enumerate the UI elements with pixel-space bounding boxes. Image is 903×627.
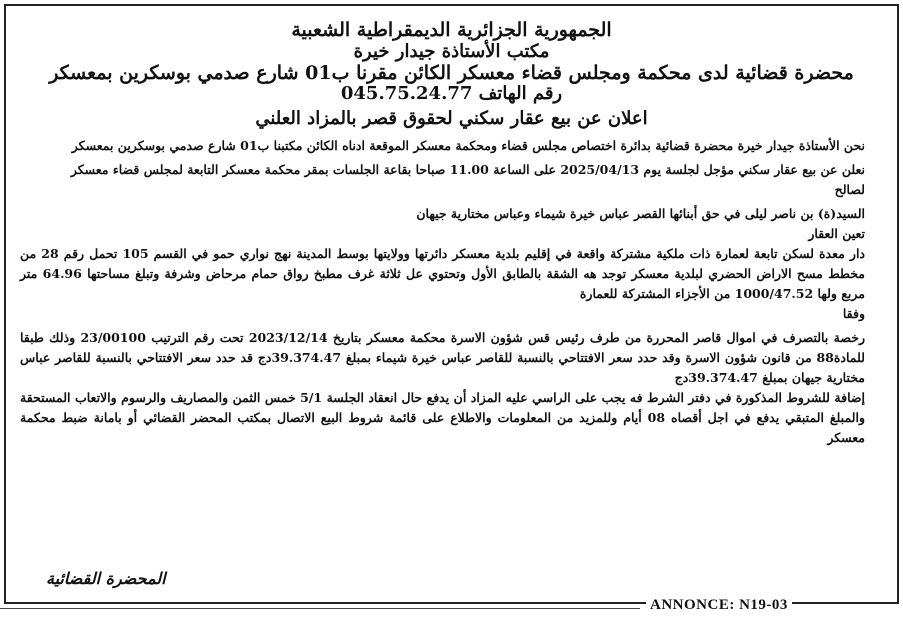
- for-label: لصالح: [834, 181, 865, 197]
- footer-rule: [0, 608, 640, 609]
- signature-label: المحضرة القضائية: [46, 569, 166, 588]
- republic-heading: الجمهورية الجزائرية الديمقراطية الشعبية: [291, 19, 612, 41]
- office-heading: مكتب الأستاذة جيدار خيرة: [353, 40, 550, 62]
- permit-paragraph: رخصة بالتصرف في اموال قاصر المحررة من طرف رئيس قس شؤون الاسرة محكمة معسكر بتاريخ 2023/12/14 تحت رقم الترتيب 23/00100 وذلك طبقا للمادة88 من قانون شؤون الاسرة وقد حدد سعر الافتتاحي بالنسبة للقاصر عباس خيرة شيماء بمبلغ 39.374.47دج قد حدد سعر الافتتاحي بالنسبة للقاصر عباس مختارية جيهان بمبلغ 39.374.47دج: [20, 329, 865, 385]
- property-label: تعين العقار: [808, 225, 865, 241]
- announcement-title: اعلان عن بيع عقار سكني لحقوق قصر بالمزاد العلني: [255, 108, 648, 130]
- intro-paragraph: نحن الأستاذة جيدار خيرة محضرة قضائية بدائرة اختصاص مجلس قضاء ومحكمة معسكر الموقعة ادناه الكائن مكتبنا ب01 شارع صدمي بوسكرين بمعسكر: [71, 137, 865, 153]
- announcement-page: [4, 4, 899, 604]
- conditions-paragraph: إضافة للشروط المذكورة في دفتر الشرط فه يجب على الراسي عليه المزاد أن يدفع حال انعقاد الجلسة 5/1 خمس الثمن والمصاريف والرسوم والاتعاب المستحقة والمبلغ المتبقي يدفع في اجل أقصاه 08 أيام وللمزيد من المعلومات والاطلاع على قائمة شروط البيع الاتصال بمكتب المحضر القضائي أو بامانة ضبط محكمة معسكر: [20, 389, 865, 445]
- announcement-body: [6, 130, 897, 448]
- sale-notice-paragraph: نعلن عن بيع عقار سكني مؤجل لجلسة يوم 2025/04/13 على الساعة 11.00 صباحا بقاعة الجلسات بمقر محكمة معسكر التابعة لمجلس قضاء معسكر: [70, 161, 865, 177]
- annonce-reference: ANNONCE: N19-03: [646, 597, 792, 614]
- phone-heading: رقم الهاتف 045.75.24.77: [340, 83, 563, 105]
- according-label: وفقا: [842, 305, 865, 321]
- property-description: دار معدة لسكن تابعة لعمارة ذات ملكية مشتركة واقعة في إقليم بلدية معسكر دائرتها وولايتها بوسط المدينة نهج نواري حمو في القسم 105 تحمل رقم 28 من مخطط مسح الاراض الحضري لبلدية معسكر توجد هه الشقة بالطابق الأول وتحتوي عل ثلاثة غرف مطبخ رواق حمام مرحاض وشرفة وتبلغ مساحتها 64.96 متر مربع ولها 1000/47.52 من الأجزاء المشتركة للعمارة: [20, 245, 865, 301]
- chamber-heading: محضرة قضائية لدى محكمة ومجلس قضاء معسكر الكائن مقرنا ب01 شارع صدمي بوسكرين بمعسكر: [49, 61, 854, 84]
- beneficiary-paragraph: السيد(ة) بن ناصر ليلى في حق أبنائها القصر عباس خيرة شيماء وعباس مختارية جيهان: [416, 205, 865, 221]
